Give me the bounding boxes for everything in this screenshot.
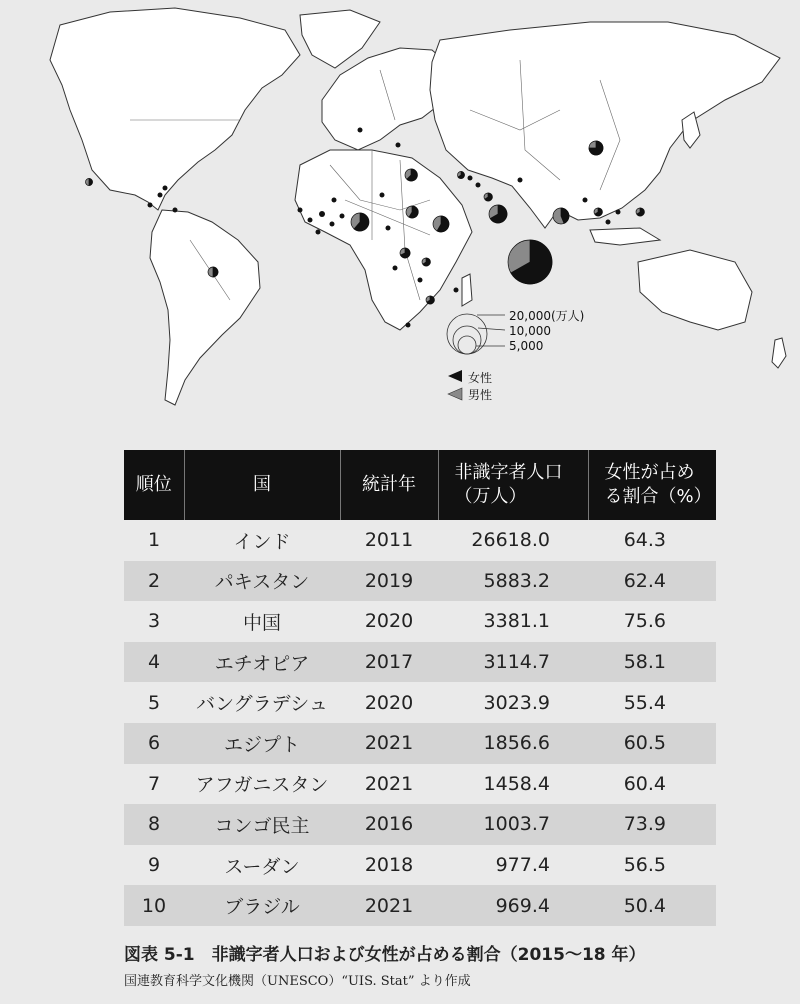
continent-outlines: [50, 8, 786, 405]
cell-year: 2020: [340, 682, 438, 723]
cell-population: 26618.0: [438, 520, 588, 561]
table-row: [124, 804, 716, 845]
cell-female-share: 64.3: [588, 520, 716, 561]
cell-population: 3023.9: [438, 682, 588, 723]
pie-myanmar: [594, 208, 602, 216]
cell-rank: 3: [124, 601, 184, 642]
cell-country: エチオピア: [184, 642, 340, 683]
pie-mozambique: [426, 296, 434, 304]
table-header-row: [124, 450, 716, 520]
table-row: [124, 601, 716, 642]
legend-size-10000: 10,000: [509, 324, 551, 338]
madagascar-outline: [462, 274, 472, 306]
legend-size-5000: 5,000: [509, 339, 544, 353]
pie-tanzania: [422, 258, 430, 266]
cell-rank: 1: [124, 520, 184, 561]
pie-nigeria: [351, 213, 369, 231]
pie-india: [508, 240, 552, 284]
cell-female-share: 58.1: [588, 642, 716, 683]
pie-iran: [458, 172, 465, 179]
legend-male-label: 男性: [468, 388, 493, 402]
figure-source: 国連教育科学文化機関（UNESCO）“UIS. Stat” より作成: [124, 974, 471, 989]
cell-year: 2019: [340, 561, 438, 602]
header-female-line1: 女性が占め: [604, 461, 695, 483]
cell-year: 2017: [340, 642, 438, 683]
cell-rank: 2: [124, 561, 184, 602]
pie-pakistan: [489, 205, 507, 223]
pie-china: [589, 141, 603, 155]
pie-ethiopia: [433, 216, 449, 232]
cell-female-share: 62.4: [588, 561, 716, 602]
cell-country: スーダン: [184, 845, 340, 886]
cell-population: 3114.7: [438, 642, 588, 683]
pie-indonesia: [636, 208, 644, 216]
pie-brazil: [208, 267, 218, 277]
cell-population: 1458.4: [438, 764, 588, 805]
header-year: 統計年: [340, 450, 438, 520]
size-legend: [447, 314, 505, 354]
africa-outline: [295, 150, 472, 330]
cell-year: 2016: [340, 804, 438, 845]
cell-country: エジプト: [184, 723, 340, 764]
cell-female-share: 60.5: [588, 723, 716, 764]
table-row: [124, 845, 716, 886]
cell-country: コンゴ民主: [184, 804, 340, 845]
header-population: [438, 450, 588, 520]
cell-female-share: 73.9: [588, 804, 716, 845]
cell-year: 2021: [340, 764, 438, 805]
cell-rank: 9: [124, 845, 184, 886]
cell-rank: 5: [124, 682, 184, 723]
asia-outline: [430, 22, 780, 228]
cell-female-share: 75.6: [588, 601, 716, 642]
header-female-line2: る割合（%）: [604, 486, 712, 507]
header-population-line2: （万人）: [454, 486, 527, 507]
table-row: [124, 723, 716, 764]
cell-population: 3381.1: [438, 601, 588, 642]
cell-rank: 7: [124, 764, 184, 805]
pie-drcongo: [400, 248, 410, 258]
world-map: [0, 0, 800, 430]
pie-afghanistan: [484, 193, 492, 201]
legend-male-icon: [448, 388, 462, 400]
header-country: 国: [184, 450, 340, 520]
cell-rank: 6: [124, 723, 184, 764]
table-row: [124, 682, 716, 723]
legend-female-label: 女性: [468, 371, 493, 385]
table-row: [124, 520, 716, 561]
south-america-outline: [150, 210, 260, 405]
pie-sudan: [406, 206, 418, 218]
header-female-share: [588, 450, 716, 520]
cell-country: アフガニスタン: [184, 764, 340, 805]
header-rank: 順位: [124, 450, 184, 520]
cell-country: ブラジル: [184, 885, 340, 926]
legend-size-20000: 20,000(万人): [509, 309, 585, 323]
header-population-line1: 非識字者人口: [454, 461, 563, 483]
cell-female-share: 55.4: [588, 682, 716, 723]
cell-population: 969.4: [438, 885, 588, 926]
pie-egypt: [405, 169, 417, 181]
figure-caption: 図表 5-1 非識字者人口および女性が占める割合（2015〜18 年）: [124, 945, 646, 965]
cell-population: 5883.2: [438, 561, 588, 602]
cell-female-share: 50.4: [588, 885, 716, 926]
table-row: [124, 885, 716, 926]
cell-year: 2011: [340, 520, 438, 561]
cell-year: 2018: [340, 845, 438, 886]
cell-population: 1856.6: [438, 723, 588, 764]
illiteracy-table: [124, 450, 716, 926]
new-zealand-outline: [772, 338, 786, 368]
cell-year: 2021: [340, 723, 438, 764]
cell-rank: 8: [124, 804, 184, 845]
table-row: [124, 764, 716, 805]
pie-mexico: [86, 179, 93, 186]
indonesia-outline: [590, 228, 660, 245]
cell-country: バングラデシュ: [184, 682, 340, 723]
pie-bangladesh: [553, 208, 569, 224]
legend-female-icon: [448, 370, 462, 382]
cell-population: 1003.7: [438, 804, 588, 845]
cell-country: インド: [184, 520, 340, 561]
cell-country: 中国: [184, 601, 340, 642]
cell-population: 977.4: [438, 845, 588, 886]
table-row: [124, 561, 716, 602]
cell-rank: 10: [124, 885, 184, 926]
cell-year: 2020: [340, 601, 438, 642]
cell-country: パキスタン: [184, 561, 340, 602]
cell-year: 2021: [340, 885, 438, 926]
table-row: [124, 642, 716, 683]
cell-female-share: 60.4: [588, 764, 716, 805]
cell-female-share: 56.5: [588, 845, 716, 886]
australia-outline: [638, 250, 752, 330]
cell-rank: 4: [124, 642, 184, 683]
